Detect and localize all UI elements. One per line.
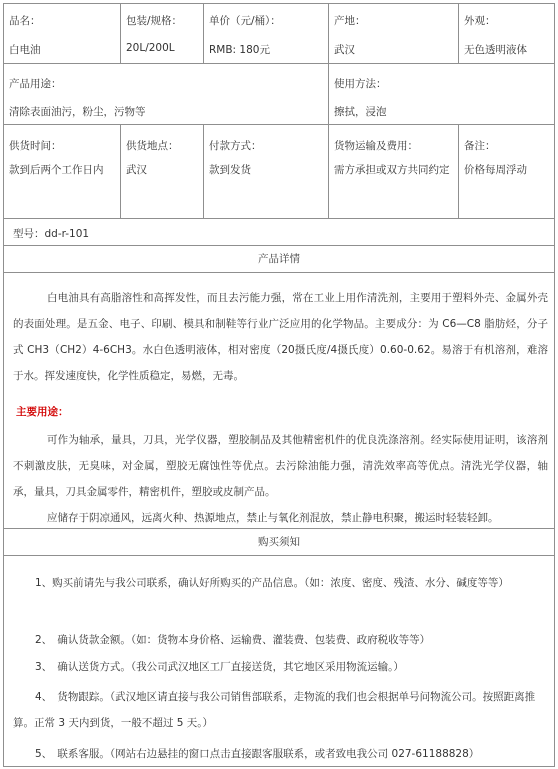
shipping-label: 货物运输及费用： — [334, 140, 418, 152]
spec-cell-appearance — [458, 3, 555, 64]
model-number: 型号：dd-r-101 — [13, 228, 90, 240]
main-use-text: 可作为轴承，量具，刀具，光学仪器，塑胶制品及其他精密机件的优良洗涤溶剂。经实际使用证明，该溶剂不刺激皮肤，无臭味，对金属，塑胶无腐蚀性等优点。去污除油能力强，清洗效率高等优点。清洗光学仪器，轴承，量具，刀具金属零件，精密机件，塑胶或皮制产品。 — [13, 434, 548, 498]
spec-cell-supply-time — [3, 124, 121, 219]
notice-title: 购买须知 — [258, 536, 300, 548]
remark-value: 价格每周浮动 — [464, 164, 527, 176]
spec-cell-method — [328, 63, 555, 125]
price-value: RMB: 180元 — [209, 44, 270, 56]
payment-label: 付款方式： — [209, 140, 262, 152]
spec-cell-origin — [328, 3, 459, 64]
details-title: 产品详情 — [258, 253, 300, 265]
use-value: 清除表面油污，粉尘，污物等 — [9, 106, 146, 118]
package-label: 包装/规格： — [126, 15, 183, 27]
remark-label: 备注： — [464, 140, 496, 152]
method-label: 使用方法： — [334, 78, 387, 90]
notice-item-5: 5、 联系客服。（网站右边悬挂的窗口点击直接跟客服联系，或者致电我公司 027-61188828） — [35, 748, 480, 760]
spec-cell-package — [120, 3, 204, 64]
origin-value: 武汉 — [334, 44, 355, 56]
spec-cell-payment — [203, 124, 329, 219]
details-body — [3, 272, 555, 529]
package-value: 20L/200L — [126, 42, 175, 54]
supply-time-label: 供货时间： — [9, 140, 62, 152]
shipping-value: 需方承担或双方共同约定 — [334, 164, 450, 176]
spec-cell-price — [203, 3, 329, 64]
origin-label: 产地： — [334, 15, 366, 27]
notice-item-2: 2、 确认货款金额。（如：货物本身价格、运输费、灌装费、包装费、政府税收等等） — [35, 634, 431, 646]
main-use-heading: 主要用途： — [16, 406, 69, 418]
spec-cell-supply-place — [120, 124, 204, 219]
spec-cell-use — [3, 63, 329, 125]
notice-title-row — [3, 528, 555, 556]
notice-item-4: 4、 货物跟踪。（武汉地区请直接与我公司销售部联系，走物流的我们也会根据单号问物流公司。按照距离推算。正常 3 天内到货，一般不超过 5 天。） — [13, 691, 536, 729]
price-label: 单价（元/桶）： — [209, 15, 281, 27]
storage-text: 应储存于阴凉通风，远离火种、热源地点，禁止与氧化剂混放，禁止静电积聚，搬运时轻装轻卸。 — [47, 512, 499, 524]
appearance-label: 外观： — [464, 15, 496, 27]
notice-item-3: 3、 确认送货方式。（我公司武汉地区工厂直接送货，其它地区采用物流运输。） — [35, 661, 404, 673]
details-intro: 白电油具有高脂溶性和高挥发性，而且去污能力强，常在工业上用作清洗剂，主要用于塑料外壳、金属外壳的表面处理。是五金、电子、印刷、模具和制鞋等行业广泛应用的化学物品。主要成分：为 C6—C8 脂肪烃，分子式 CH3（CH2）4-6CH3。水白色透明液体，相对密度（20摄氏度/4摄氏度）0.60-0.62。易溶于有机溶剂，难溶于水。挥发速度快，化学性质稳定，易燃，无毒。 — [13, 292, 548, 382]
use-label: 产品用途： — [9, 78, 62, 90]
supply-time-value: 款到后两个工作日内 — [9, 164, 104, 176]
supply-place-value: 武汉 — [126, 164, 147, 176]
model-row — [3, 218, 555, 246]
details-title-row — [3, 245, 555, 273]
spec-cell-shipping — [328, 124, 459, 219]
payment-value: 款到发货 — [209, 164, 251, 176]
notice-item-1: 1、购买前请先与我公司联系，确认好所购买的产品信息。（如：浓度、密度、残渣、水分、碱度等等） — [35, 577, 509, 589]
name-label: 品名： — [9, 15, 41, 27]
notice-body — [3, 555, 555, 767]
supply-place-label: 供货地点： — [126, 140, 179, 152]
appearance-value: 无色透明液体 — [464, 44, 527, 56]
method-value: 擦拭，浸泡 — [334, 106, 387, 118]
name-value: 白电油 — [9, 44, 41, 56]
spec-cell-name — [3, 3, 121, 64]
spec-cell-remark — [458, 124, 555, 219]
